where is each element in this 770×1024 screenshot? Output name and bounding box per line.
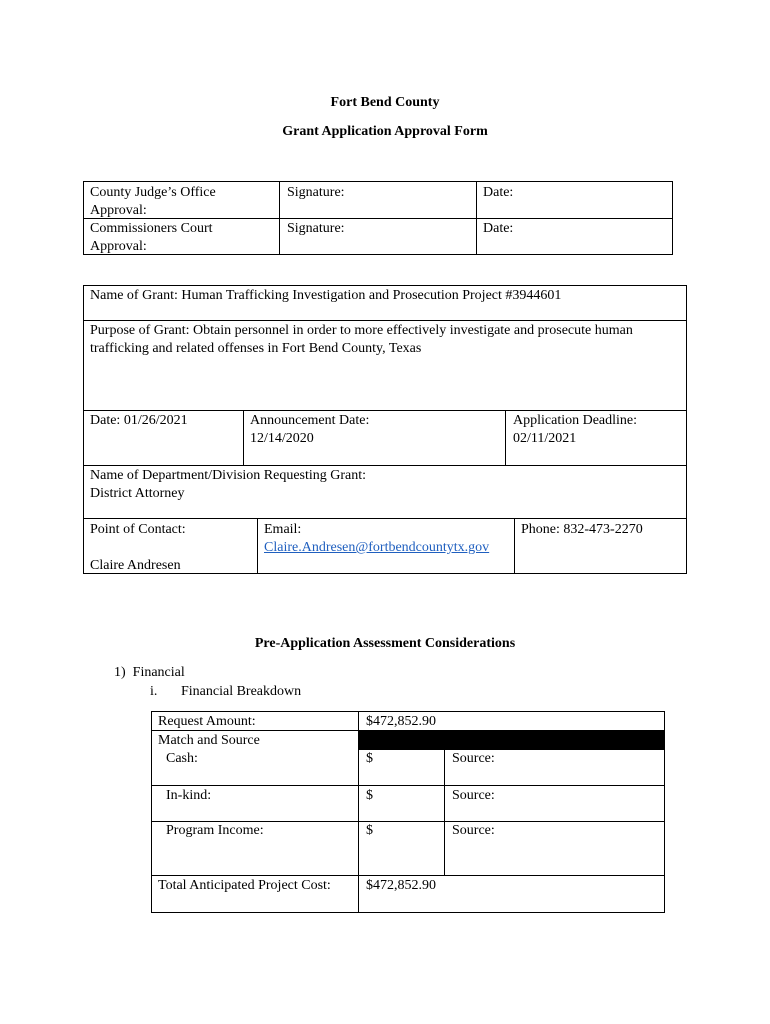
county-judge-signature-field[interactable]: Signature:: [287, 185, 345, 200]
cash-amount-field[interactable]: $: [366, 751, 373, 766]
form-title: Grant Application Approval Form: [282, 124, 488, 139]
commissioners-court-label-line1: Commissioners Court: [90, 221, 213, 236]
county-title: Fort Bend County: [330, 95, 440, 110]
commissioners-court-label-line2: Approval:: [90, 239, 147, 254]
approval-col-divider-2: [476, 181, 477, 255]
application-deadline: [513, 412, 637, 448]
dates-col-divider-2: [505, 410, 506, 465]
financial-divider-5: [151, 875, 665, 876]
county-judge-date-field[interactable]: Date:: [483, 185, 514, 200]
commissioners-court-signature-field[interactable]: Signature:: [287, 221, 345, 236]
in-kind-amount-field[interactable]: $: [366, 788, 373, 803]
department-value: District Attorney: [90, 486, 185, 501]
department: [90, 467, 366, 503]
email-label: Email:: [264, 522, 302, 537]
match-shaded-cell: [359, 731, 664, 749]
financial-sub-numeral: i.: [150, 684, 158, 699]
commissioners-court-date-field[interactable]: Date:: [483, 221, 514, 236]
grant-date: Date: 01/26/2021: [90, 413, 188, 428]
financial-breakdown-label: Financial Breakdown: [181, 684, 302, 699]
cash-label: Cash:: [166, 751, 198, 766]
total-cost-label: Total Anticipated Project Cost:: [158, 878, 331, 893]
dates-col-divider-1: [243, 410, 244, 465]
grant-divider-4: [83, 518, 687, 519]
phone: Phone: 832-473-2270: [521, 522, 643, 537]
grant-divider-2: [83, 410, 687, 411]
announcement-date: [250, 412, 369, 448]
application-deadline-value: 02/11/2021: [513, 431, 577, 446]
department-label: Name of Department/Division Requesting Grant:: [90, 468, 367, 483]
approval-col-divider-1: [279, 181, 280, 255]
point-of-contact-name: Claire Andresen: [90, 558, 181, 573]
email-link[interactable]: Claire.Andresen@fortbendcountytx.gov: [264, 540, 490, 555]
county-judge-label-line2: Approval:: [90, 203, 147, 218]
cash-source-field[interactable]: Source:: [452, 751, 495, 766]
assessment-heading: Pre-Application Assessment Considerations: [254, 636, 516, 651]
grant-purpose-line1: Purpose of Grant: Obtain personnel in order to more effectively investigate and prosecute human: [90, 323, 633, 338]
financial-divider-2: [358, 749, 665, 750]
request-amount-value: $472,852.90: [366, 714, 436, 729]
in-kind-source-field[interactable]: Source:: [452, 788, 495, 803]
county-judge-label: [90, 184, 216, 220]
grant-name: Name of Grant: Human Trafficking Investigation and Prosecution Project #3944601: [90, 288, 562, 303]
program-income-label: Program Income:: [166, 823, 264, 838]
point-of-contact-label: Point of Contact:: [90, 522, 186, 537]
in-kind-label: In-kind:: [166, 788, 212, 803]
commissioners-court-label: [90, 220, 213, 256]
financial-item: 1) Financial: [114, 665, 185, 680]
financial-col-divider-2: [444, 749, 445, 875]
grant-divider-1: [83, 320, 687, 321]
contact-col-divider-2: [514, 518, 515, 574]
grant-purpose-line2: trafficking and related offenses in Fort Bend County, Texas: [90, 341, 422, 356]
announcement-date-value: 12/14/2020: [250, 431, 314, 446]
match-source-label: Match and Source: [158, 733, 260, 748]
grant-divider-3: [83, 465, 687, 466]
total-cost-value: $472,852.90: [366, 878, 436, 893]
contact-col-divider-1: [257, 518, 258, 574]
program-income-amount-field[interactable]: $: [366, 823, 373, 838]
county-judge-label-line1: County Judge’s Office: [90, 185, 216, 200]
financial-divider-3: [151, 785, 665, 786]
announcement-date-label: Announcement Date:: [250, 413, 370, 428]
application-deadline-label: Application Deadline:: [513, 413, 638, 428]
grant-purpose: [90, 322, 633, 358]
program-income-source-field[interactable]: Source:: [452, 823, 495, 838]
request-amount-label: Request Amount:: [158, 714, 256, 729]
